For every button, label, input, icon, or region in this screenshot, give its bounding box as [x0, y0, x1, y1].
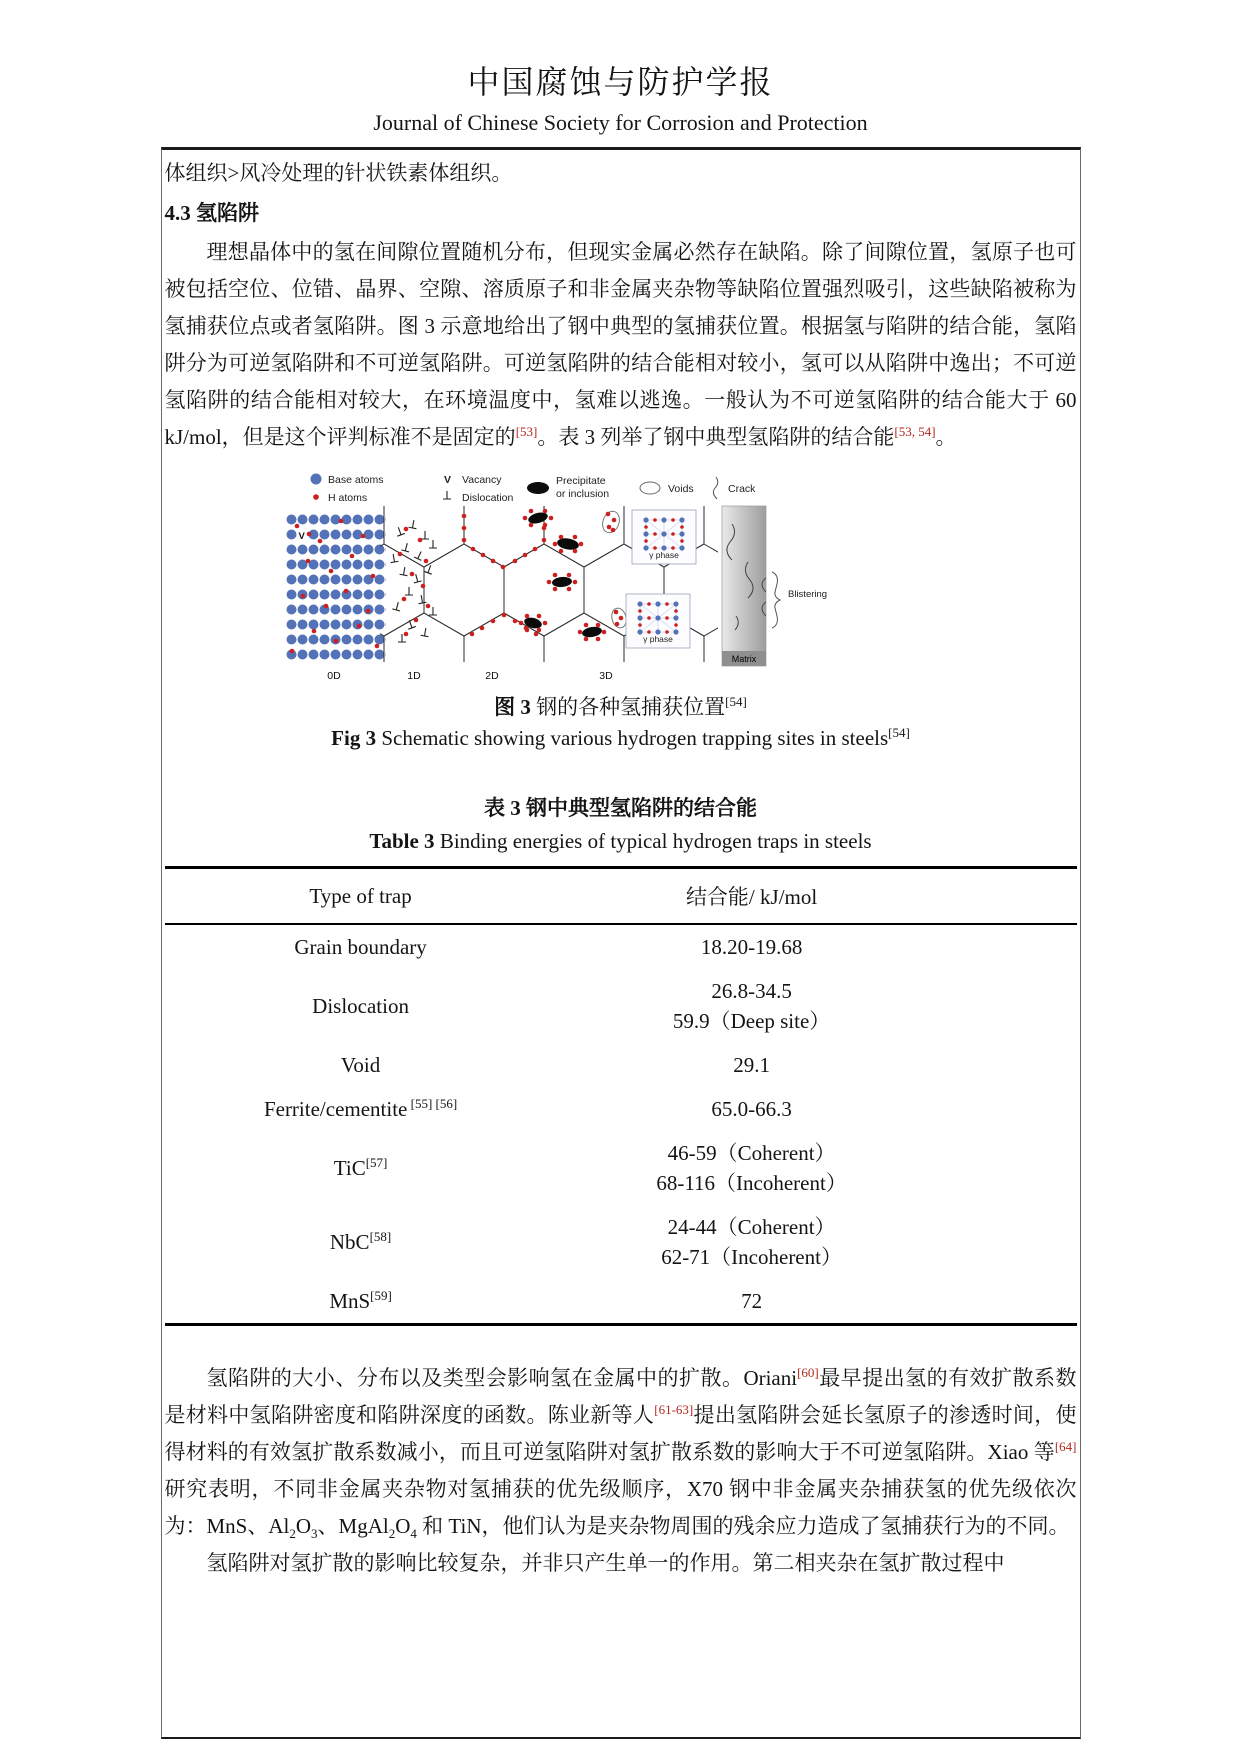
table-row	[165, 1087, 1077, 1131]
figure-caption-zh-text: 钢的各种氢捕获位置	[530, 695, 726, 719]
trap-cell: Dislocation	[312, 993, 409, 1018]
intro-line: 体组织>风冷处理的针状铁素体组织。	[164, 161, 513, 185]
table-row	[165, 924, 1077, 969]
trap-cell: Grain boundary	[294, 934, 427, 959]
table-captions	[165, 792, 1077, 858]
gamma-phase-boxes	[626, 510, 696, 648]
energy-cell: 65.0-66.3	[711, 1097, 792, 1121]
matrix-label: Matrix	[731, 654, 756, 664]
table-caption-en	[165, 825, 1077, 858]
label-2d: 2D	[484, 670, 499, 682]
blistering-brace	[772, 572, 780, 628]
figure-caption-zh	[165, 692, 1077, 723]
legend-crack: Crack	[727, 483, 755, 495]
table-row	[165, 1043, 1077, 1087]
table-row	[165, 1131, 1077, 1205]
table-caption-zh-text: 钢中典型氢陷阱的结合能	[520, 796, 757, 820]
gamma-phase-label-2: γ phase	[642, 634, 673, 644]
table-header-trap: Type of trap	[165, 868, 557, 925]
legend-precipitate-1: Precipitate	[555, 475, 606, 487]
content-frame	[161, 147, 1081, 1739]
table-caption-en-text: Binding energies of typical hydrogen traps in steels	[434, 829, 872, 853]
paragraph-diffusion-effects: 氢陷阱的大小、分布以及类型会影响氢在金属中的扩散。Oriani[60]最早提出氢的有效扩散系数是材料中氢陷阱密度和陷阱深度的函数。陈业新等人[61-63]提出氢陷阱会延长氢原子的渗透时间，使得材料的有效氢扩散系数减小，而且可逆氢陷阱对氢扩散系数的影响大于不可逆氢陷阱。Xiao 等[64]研究表明，不同非金属夹杂物对氢捕获的优先级顺序，X70 钢中非金属夹杂捕获氢的优先级依次为：MnS、$Al_2O_3$、$MgAl_2O_4$ 和 TiN，他们认为是夹杂物周围的残余应力造成了氢捕获行为的不同。	[164, 1365, 1077, 1542]
dislocation-symbols	[389, 519, 437, 642]
label-0d: 0D	[326, 670, 341, 682]
vacancy-symbol: V	[443, 474, 451, 486]
legend-dislocation: Dislocation	[461, 492, 513, 504]
energy-cell: 26.8-34.5 59.9（Deep site）	[672, 979, 831, 1033]
figure-caption-zh-ref: [54]	[725, 694, 747, 709]
table-caption-zh-label: 表 3	[484, 796, 521, 820]
legend-base-atoms: Base atoms	[327, 474, 383, 486]
energy-cell: 18.20-19.68	[700, 935, 803, 959]
trapping-sites-figure	[276, 466, 966, 686]
table-row	[165, 1279, 1077, 1325]
vacancy-marker: V	[298, 531, 305, 542]
precipitate-icon	[527, 482, 549, 494]
dislocation-icon	[443, 491, 451, 499]
energy-cell: 24-44（Coherent） 62-71（Incoherent）	[661, 1215, 842, 1269]
atom-lattice	[286, 512, 386, 663]
legend-precipitate-2: or inclusion	[555, 488, 609, 500]
journal-title-en: Journal of Chinese Society for Corrosion and Protection	[373, 110, 868, 135]
figure-caption-en	[165, 723, 1077, 754]
precipitates	[523, 511, 603, 639]
journal-header	[0, 0, 1241, 137]
trap-cell: NbC[58]	[329, 1228, 392, 1254]
h-atom-icon	[313, 494, 319, 500]
table-caption-en-label: Table 3	[369, 829, 435, 853]
blistering-label: Blistering	[787, 589, 827, 600]
figure-3	[165, 466, 1077, 754]
legend-vacancy: Vacancy	[461, 474, 501, 486]
section-heading: 4.3 氢陷阱	[164, 201, 259, 225]
journal-title-zh: 中国腐蚀与防护学报	[467, 64, 774, 100]
trap-cell: MnS[59]	[329, 1287, 392, 1313]
matrix-bar	[722, 506, 827, 666]
trap-cell: Void	[340, 1052, 381, 1077]
binding-energies-table	[165, 866, 1077, 1326]
label-1d: 1D	[406, 670, 421, 682]
figure-legend	[310, 474, 756, 505]
energy-cell: 46-59（Coherent） 68-116（Incoherent）	[656, 1141, 847, 1195]
table-header-row	[165, 868, 1077, 925]
figure-caption-en-label: Fig 3	[331, 726, 377, 750]
gamma-phase-label-1: γ phase	[648, 550, 679, 560]
table-row	[165, 969, 1077, 1043]
figure-caption-en-text: Schematic showing various hydrogen trapping sites in steels	[376, 726, 889, 750]
paragraph-hydrogen-traps: 理想晶体中的氢在间隙位置随机分布，但现实金属必然存在缺陷。除了间隙位置，氢原子也可被包括空位、位错、晶界、空隙、溶质原子和非金属夹杂物等缺陷位置强烈吸引，这些缺陷被称为氢捕获位点或者氢陷阱。图 3 示意地给出了钢中典型的氢捕获位置。根据氢与陷阱的结合能，氢陷阱分为可逆氢陷阱和不可逆氢陷阱。可逆氢陷阱的结合能相对较小，氢可以从陷阱中逸出；不可逆氢陷阱的结合能相对较大，在环境温度中，氢难以逃逸。一般认为不可逆氢陷阱的结合能大于 60 kJ/mol，但是这个评判标准不是固定的[53]。表 3 列举了钢中典型氢陷阱的结合能[53, 54]。	[164, 240, 1077, 449]
void-icon	[640, 482, 660, 494]
figure-caption-en-ref: [54]	[888, 725, 910, 740]
trap-cell: Ferrite/cementite [55] [56]	[263, 1095, 458, 1121]
crack-icon	[713, 477, 717, 499]
legend-h-atoms: H atoms	[327, 492, 367, 504]
dislocation-h-dots	[397, 527, 430, 637]
figure-caption-zh-label: 图 3	[494, 695, 531, 719]
trap-cell: TiC[57]	[333, 1154, 388, 1180]
legend-voids: Voids	[667, 483, 694, 495]
label-3d: 3D	[598, 670, 613, 682]
energy-cell: 29.1	[733, 1053, 770, 1077]
table-row	[165, 1205, 1077, 1279]
dimension-labels	[327, 670, 613, 682]
energy-cell: 72	[741, 1289, 763, 1313]
table-caption-zh	[165, 792, 1077, 825]
grain-structure	[344, 475, 744, 686]
paragraph-complex-effects: 氢陷阱对氢扩散的影响比较复杂，并非只产生单一的作用。第二相夹杂在氢扩散过程中	[206, 1551, 1005, 1575]
table-header-energy: 结合能/ kJ/mol	[557, 868, 1077, 925]
base-atom-icon	[310, 474, 321, 485]
